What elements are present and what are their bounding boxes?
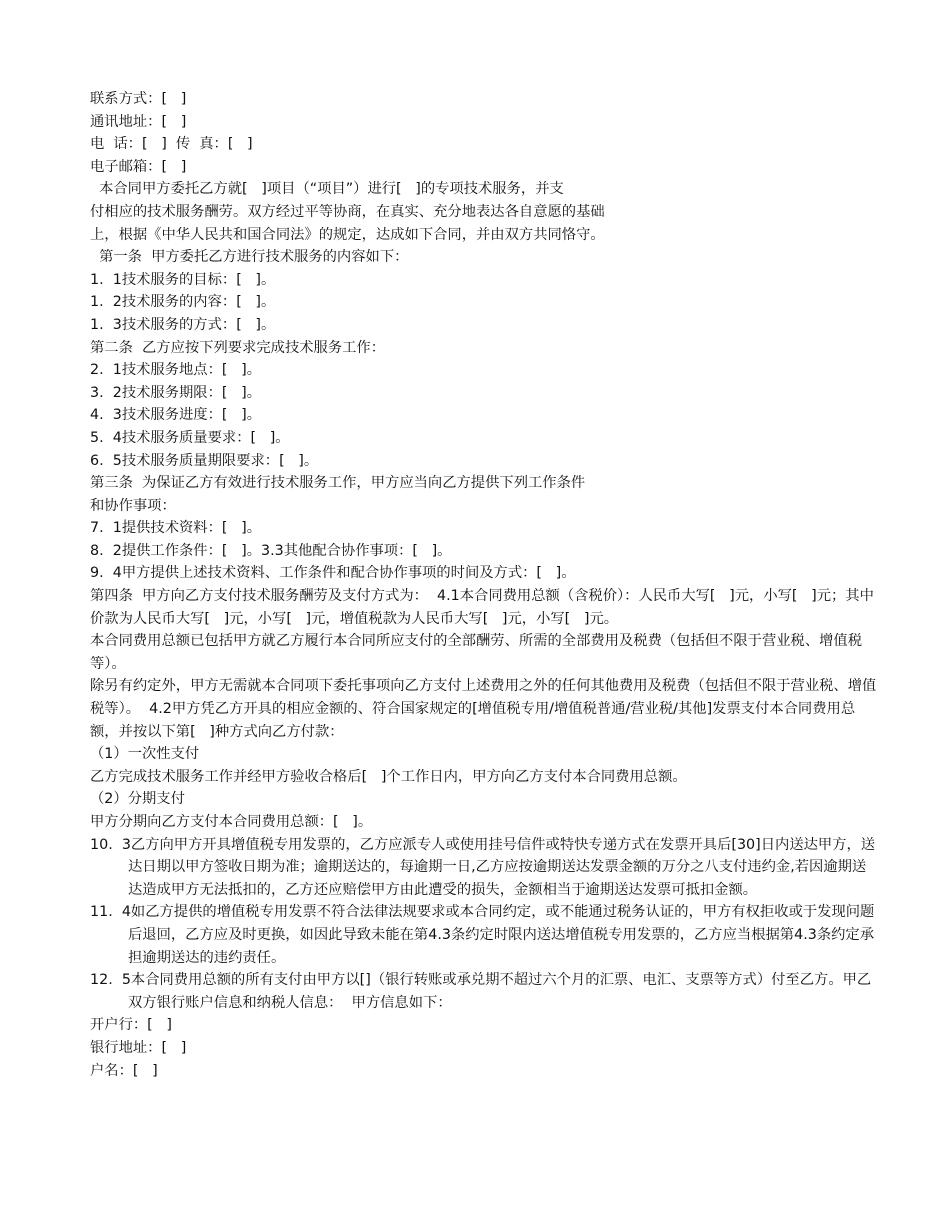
article-1-heading: 第一条 甲方委托乙方进行技术服务的内容如下： [90,249,409,266]
intro-line-2: 付相应的技术服务酬劳。双方经过平等协商，在真实、充分地表达各自意愿的基础 [90,203,605,220]
bank-address-line: 银行地址：[ ] [90,1039,187,1056]
clause-11-invoice-compliance: 11. 4如乙方提供的增值税专用发票不符合法律法规要求或本合同约定，或不能通过税务认证的，甲方有权拒收或于发现问题后退回，乙方应及时更换，如因此导致未能在第4.3条约定时限内送达增值税专用发票的，乙方应当根据第4.3条约定承担逾期送达的违约责任。 [90,904,875,966]
clause-2-3: 4. 3技术服务进度：[ ]。 [90,407,261,424]
clause-1-2: 1. 2技术服务的内容：[ ]。 [90,294,276,311]
clause-10-invoice-delivery: 10. 3乙方向甲方开具增值税专用发票的，乙方应派专人或使用挂号信件或特快专递方式在发票开具后[30]日内送达甲方，送达日期以甲方签收日期为准；逾期送达的，每逾期一日,乙方应按逾期送达发票金额的万分之八支付违约金,若因逾期送达造成甲方无法抵扣的，乙方还应赔偿甲方由此遭受的损失，金额相当于逾期送达发票可抵扣金额。 [90,836,876,898]
clause-2-4: 5. 4技术服务质量要求：[ ]。 [90,429,290,446]
no-other-fees-paragraph: 除另有约定外，甲方无需就本合同项下委托事项向乙方支付上述费用之外的任何其他费用及税费（包括但不限于营业税、增值税等）。 4.2甲方凭乙方开具的相应金额的、符合国家规定的[增值税专用/增值税普通/营业税/其他]发票支付本合同费用总额，并按以下第[ ]种方式向乙方付款： [90,678,877,740]
clause-2-2: 3. 2技术服务期限：[ ]。 [90,384,261,401]
clause-2-5: 6. 5技术服务质量期限要求：[ ]。 [90,452,319,469]
bank-name-line: 开户行：[ ] [90,1017,172,1034]
clause-1-1: 1. 1技术服务的目标：[ ]。 [90,271,276,288]
intro-line-1: 本合同甲方委托乙方就[ ]项目（“项目”）进行[ ]的专项技术服务，并支 [90,181,564,198]
article-3-heading-cont: 和协作事项： [90,497,176,514]
payment-option-1-text: 乙方完成技术服务工作并经甲方验收合格后[ ]个工作日内，甲方向乙方支付本合同费用总额。 [90,768,687,785]
article-3-heading: 第三条 为保证乙方有效进行技术服务工作，甲方应当向乙方提供下列工作条件 [90,475,586,492]
contact-method-line: 联系方式：[ ] [90,91,187,107]
payment-option-2-text: 甲方分期向乙方支付本合同费用总额：[ ]。 [90,814,373,830]
contract-page [90,88,880,1082]
clause-12-payment-method: 12. 5本合同费用总额的所有支付由甲方以[]（银行转账或承兑期不超过六个月的汇票、电汇、支票等方式）付至乙方。甲乙双方银行账户信息和纳税人信息： 甲方信息如下： [90,972,872,1011]
article-2-heading: 第二条 乙方应按下列要求完成技术服务工作： [90,339,386,356]
account-name-line: 户名：[ ] [90,1062,158,1079]
clause-3-1: 7. 1提供技术资料：[ ]。 [90,520,261,537]
payment-option-1-title: （1）一次性支付 [90,746,200,763]
address-line: 通讯地址：[ ] [90,113,187,130]
email-line: 电子邮箱：[ ] [90,158,187,175]
phone-fax-line: 电 话：[ ] 传 真：[ ] [90,136,253,153]
payment-option-2-title: （2）分期支付 [90,791,185,808]
clause-3-4: 9. 4甲方提供上述技术资料、工作条件和配合协作事项的时间及方式：[ ]。 [90,565,576,582]
clause-3-2: 8. 2提供工作条件：[ ]。3.3其他配合协作事项：[ ]。 [90,542,452,559]
clause-2-1: 2. 1技术服务地点：[ ]。 [90,362,261,379]
clause-1-3: 1. 3技术服务的方式：[ ]。 [90,316,276,333]
intro-line-3: 上，根据《中华人民共和国合同法》的规定，达成如下合同，并由双方共同恪守。 [90,226,605,243]
fee-total-paragraph: 本合同费用总额已包括甲方就乙方履行本合同所应支付的全部酬劳、所需的全部费用及税费（包括但不限于营业税、增值税等）。 [90,633,863,672]
article-4-fee-paragraph: 第四条 甲方向乙方支付技术服务酬劳及支付方式为： 4.1本合同费用总额（含税价）：人民币大写[ ]元，小写[ ]元；其中价款为人民币大写[ ]元，小写[ ]元，增值税款为人民币大写[ ]元，小写[ ]元。 [90,588,874,627]
